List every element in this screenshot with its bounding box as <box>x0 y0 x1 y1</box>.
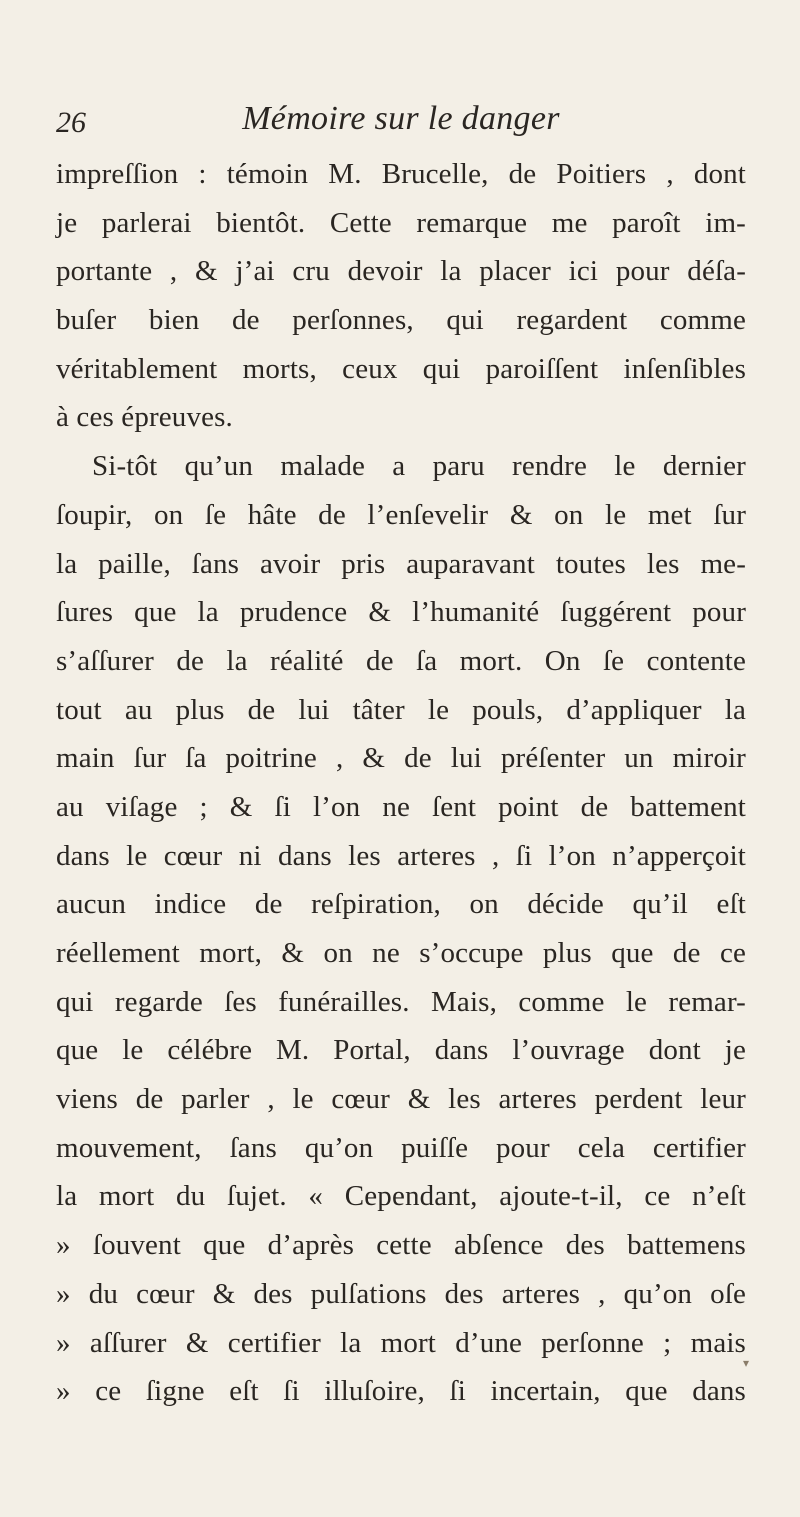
text-line: au viſage ; & ſi l’on ne ſent point de battement <box>56 790 746 823</box>
text-line: Si-tôt qu’un malade a paru rendre le dernier <box>92 450 746 483</box>
text-line: aucun indice de reſpiration, on décide qu’il eſt <box>56 888 746 921</box>
text-line: que le célébre M. Portal, dans l’ouvrage dont je <box>56 1034 746 1067</box>
page-number: 26 <box>56 106 86 139</box>
text-line: s’aſſurer de la réalité de ſa mort. On ſe contente <box>56 644 746 677</box>
text-line: la mort du ſujet. « Cependant, ajoute-t-il, ce n’eſt <box>56 1180 746 1213</box>
text-line: réellement mort, & on ne s’occupe plus que de ce <box>56 937 746 969</box>
text-line: mouvement, ſans qu’on puiſſe pour cela certifier <box>56 1131 746 1164</box>
text-line: main ſur ſa poitrine , & de lui préſenter un miroir <box>56 742 746 775</box>
text-line: à ces épreuves. <box>56 401 233 434</box>
text-line: tout au plus de lui tâter le pouls, d’appliquer la <box>56 693 746 726</box>
ink-speck: ▾ <box>743 1356 750 1370</box>
body-text <box>56 150 746 1416</box>
text-line: ſures que la prudence & l’humanité ſuggérent pour <box>56 596 746 629</box>
text-line: » ce ſigne eſt ſi illuſoire, ſi incertain, que dans <box>56 1375 746 1408</box>
text-line: véritablement morts, ceux qui paroiſſent inſenſibles <box>56 352 746 385</box>
text-line: » ſouvent que d’après cette abſence des battemens <box>56 1229 746 1262</box>
text-line: ſoupir, on ſe hâte de l’enſevelir & on le met ſur <box>56 498 746 531</box>
text-line: viens de parler , le cœur & les arteres perdent leur <box>56 1083 746 1116</box>
text-line: qui regarde ſes funérailles. Mais, comme le remar- <box>56 985 746 1018</box>
text-line: » aſſurer & certifier la mort d’une perſonne ; mais <box>56 1326 746 1359</box>
text-line: buſer bien de perſonnes, qui regardent comme <box>56 304 746 337</box>
text-line: la paille, ſans avoir pris auparavant toutes les me- <box>56 547 746 580</box>
page-header <box>56 100 746 148</box>
text-line: impreſſion : témoin M. Brucelle, de Poitiers , dont <box>56 158 746 190</box>
text-line: » du cœur & des pulſations des arteres , qu’on oſe <box>56 1277 746 1310</box>
text-line: je parlerai bientôt. Cette remarque me paroît im- <box>56 206 746 239</box>
running-title: Mémoire sur le danger <box>242 100 560 137</box>
text-line: dans le cœur ni dans les arteres , ſi l’on n’apperçoit <box>56 839 746 872</box>
text-line: portante , & j’ai cru devoir la placer ici pour déſa- <box>56 255 746 288</box>
